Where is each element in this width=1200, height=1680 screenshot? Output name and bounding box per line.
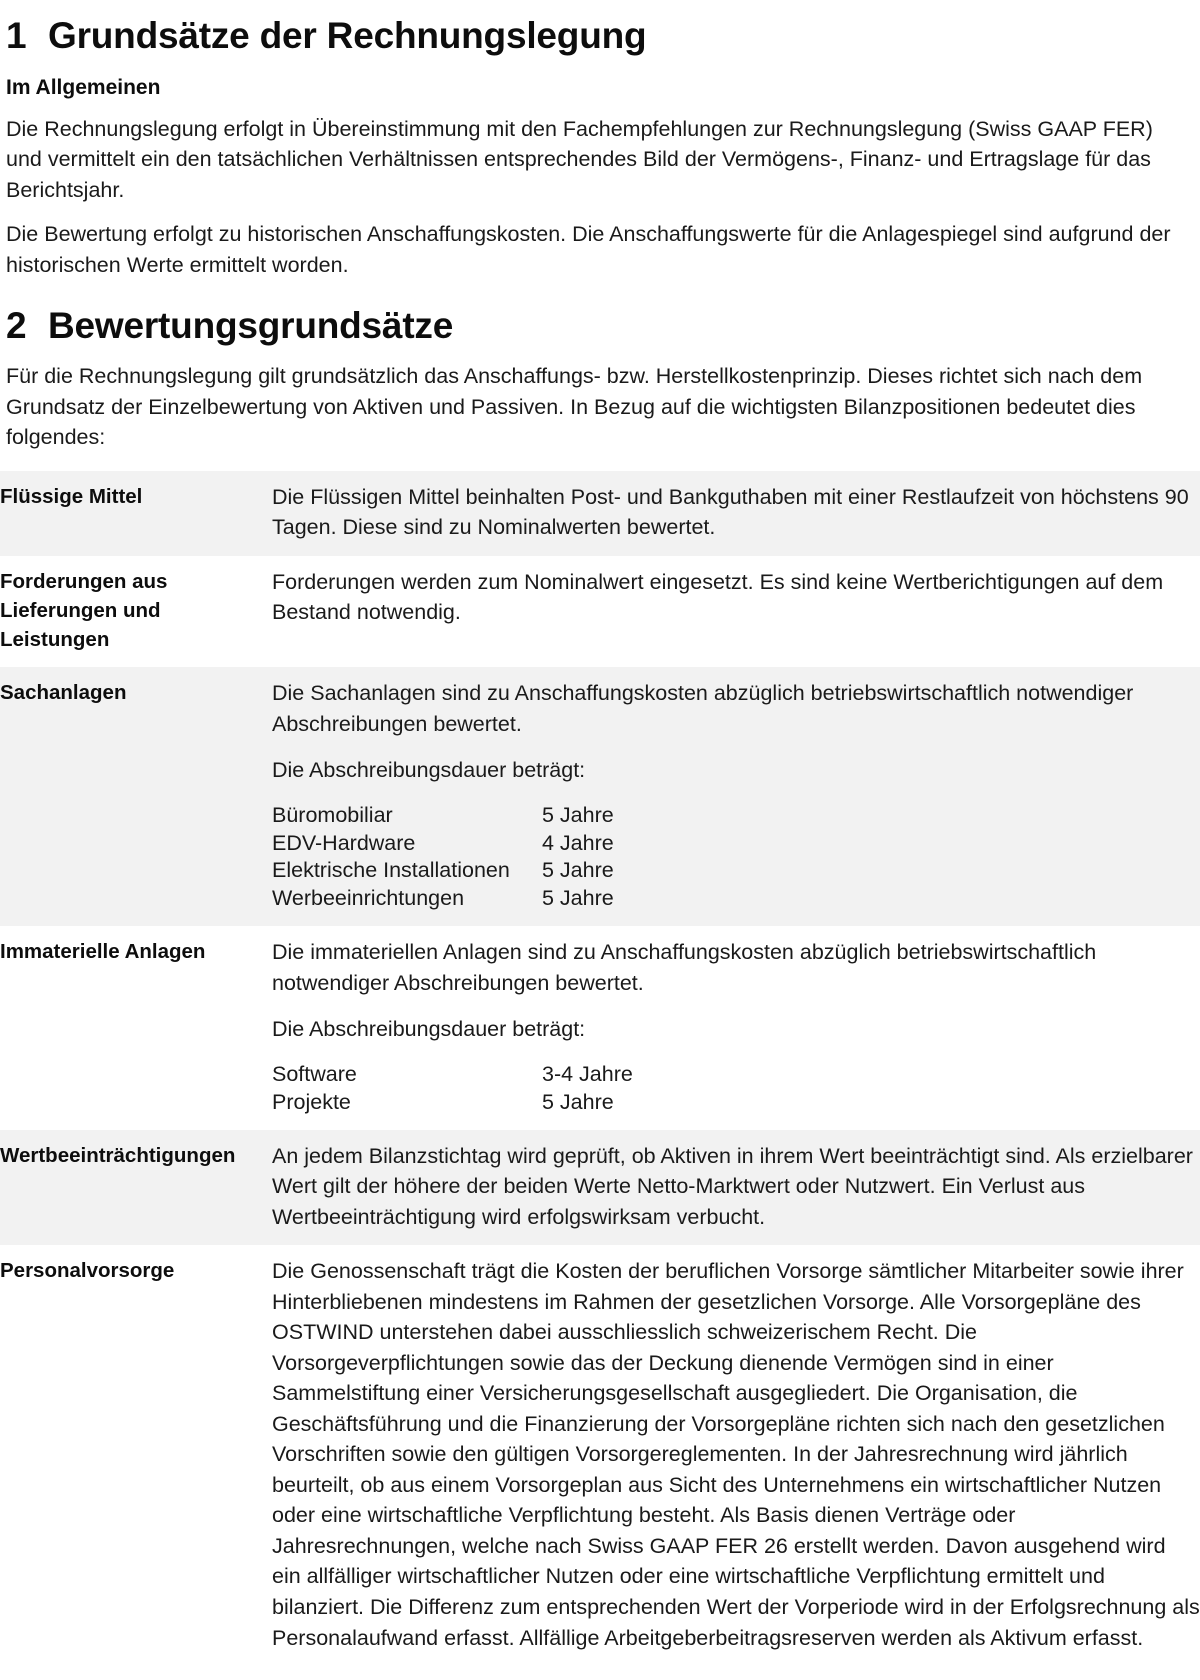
section-2-heading	[0, 306, 1200, 347]
depreciation-duration-row	[272, 885, 1200, 913]
row-label: Forderungen aus Lieferungen und Leistungen	[0, 556, 272, 667]
valuation-principles-body	[0, 471, 1200, 1666]
depreciation-duration-row	[272, 857, 1200, 885]
depreciation-asset-name: Werbeeinrichtungen	[272, 886, 465, 911]
depreciation-duration-row	[272, 1089, 1200, 1117]
depreciation-asset-name: Elektrische Installationen	[272, 858, 510, 883]
depreciation-duration-row	[272, 802, 1200, 830]
section-spacer	[0, 280, 1200, 290]
row-paragraph: Die Flüssigen Mittel beinhalten Post- und Bankguthaben mit einer Restlaufzeit von höchstens 90 Tagen. Diese sind zu Nominalwerten bewertet.	[272, 484, 1189, 540]
depreciation-asset-name: Büromobiliar	[272, 802, 393, 827]
row-content	[272, 556, 1200, 667]
row-label: Flüssige Mittel	[0, 471, 272, 556]
document-page	[0, 16, 1200, 1666]
row-paragraph: Die Abschreibungsdauer beträgt:	[272, 1017, 586, 1042]
row-paragraph: Die Sachanlagen sind zu Anschaffungskosten abzüglich betriebswirtschaftlich notwendiger Abschreibungen bewertet.	[272, 681, 1134, 736]
row-content	[272, 926, 1200, 1129]
section-1-paragraph-2: Die Bewertung erfolgt zu historischen Anschaffungskosten. Die Anschaffungswerte für die Anlagespiegel sind aufgrund der historischen Werte ermittelt worden.	[6, 222, 1171, 277]
depreciation-period-value: 5 Jahre	[542, 1089, 614, 1114]
section-1-subheading: Im Allgemeinen	[6, 75, 161, 99]
table-row	[0, 1245, 1200, 1666]
table-row	[0, 667, 1200, 926]
table-row	[0, 556, 1200, 667]
row-paragraph: Die Abschreibungsdauer beträgt:	[272, 758, 586, 783]
section-1-number: 1	[6, 15, 27, 56]
table-row	[0, 926, 1200, 1129]
section-2-title: Bewertungsgrundsätze	[48, 305, 454, 347]
row-paragraph: Die immateriellen Anlagen sind zu Anschaffungskosten abzüglich betriebswirtschaftlich notwendiger Abschreibungen bewertet.	[272, 940, 1097, 995]
depreciation-duration-list	[272, 1061, 1200, 1117]
depreciation-period-value: 3-4 Jahre	[542, 1061, 633, 1086]
row-content	[272, 1245, 1200, 1666]
row-paragraph: Die Genossenschaft trägt die Kosten der beruflichen Vorsorge sämtlicher Mitarbeiter sowie ihrer Hinterbliebenen mindestens im Rahmen der gesetzlichen Vorsorge. Alle Vorsorgepläne des OSTWIND unterstehen dabei ausschliesslich schweizerischem Recht. Die Vorsorgeverpflichtungen sowie das der Deckung dienende Vermögen sind in einer Sammelstiftung einer Versicherungsgesellschaft ausgegliedert. Die Organisation, die Geschäftsführung und die Finanzierung der Vorsorgepläne richten sich nach den gesetzlichen Vorschriften sowie den gültigen Vorsorgereglementen. In der Jahresrechnung wird jährlich beurteilt, ob aus einem Vorsorgeplan aus Sicht des Unternehmens ein wirtschaftlicher Nutzen oder eine wirtschaftliche Verpflichtung besteht. Als Basis dienen Verträge oder Jahresrechnungen, welche nach Swiss GAAP FER 26 erstellt werden. Davon ausgehend wird ein allfälliger wirtschaftlicher Nutzen oder eine wirtschaftliche Verpflichtung ermittelt und bilanziert. Die Differenz zum entsprechenden Wert der Vorperiode wird in der Erfolgsrechnung als Personalaufwand erfasst. Allfällige Arbeitgeberbeitragsreserven werden als Aktivum erfasst.	[272, 1259, 1200, 1650]
row-label: Sachanlagen	[0, 667, 272, 926]
depreciation-asset-name: Software	[272, 1061, 357, 1086]
section-2-number: 2	[6, 305, 27, 347]
depreciation-duration-row	[272, 830, 1200, 858]
depreciation-period-value: 5 Jahre	[542, 858, 614, 883]
row-label: Personalvorsorge	[0, 1245, 272, 1666]
table-row	[0, 1130, 1200, 1246]
row-label: Immaterielle Anlagen	[0, 926, 272, 1129]
depreciation-duration-row	[272, 1061, 1200, 1089]
row-content	[272, 667, 1200, 926]
section-1-paragraph-1: Die Rechnungslegung erfolgt in Übereinstimmung mit den Fachempfehlungen zur Rechnungslegung (Swiss GAAP FER) und vermittelt ein den tatsächlichen Verhältnissen entsprechendes Bild der Vermögens-, Finanz- und Ertragslage für das Berichtsjahr.	[6, 116, 1153, 202]
depreciation-asset-name: Projekte	[272, 1089, 351, 1114]
depreciation-duration-list	[272, 802, 1200, 914]
section-1-heading	[0, 16, 1200, 57]
row-label: Wertbeeinträchtigungen	[0, 1130, 272, 1246]
row-content	[272, 471, 1200, 556]
section-2-intro-paragraph: Für die Rechnungslegung gilt grundsätzlich das Anschaffungs- bzw. Herstellkostenprinzip. Dieses richtet sich nach dem Grundsatz der Einzelbewertung von Aktiven und Passiven. In Bezug auf die wichtigsten Bilanzpositionen bedeutet dies folgendes:	[6, 364, 1143, 450]
table-row	[0, 471, 1200, 556]
section-1-title: Grundsätze der Rechnungslegung	[48, 15, 647, 56]
depreciation-period-value: 5 Jahre	[542, 886, 614, 911]
depreciation-period-value: 5 Jahre	[542, 802, 614, 827]
depreciation-period-value: 4 Jahre	[542, 830, 614, 855]
row-paragraph: Forderungen werden zum Nominalwert eingesetzt. Es sind keine Wertberichtigungen auf dem Bestand notwendig.	[272, 569, 1164, 625]
valuation-principles-table	[0, 471, 1200, 1666]
depreciation-asset-name: EDV-Hardware	[272, 830, 416, 855]
row-paragraph: An jedem Bilanzstichtag wird geprüft, ob Aktiven in ihrem Wert beeinträchtigt sind. Als erzielbarer Wert gilt der höhere der beiden Werte Netto-Marktwert oder Nutzwert. Ein Verlust aus Wertbeeinträchtigung wird erfolgswirksam verbucht.	[272, 1143, 1193, 1229]
row-content	[272, 1130, 1200, 1246]
